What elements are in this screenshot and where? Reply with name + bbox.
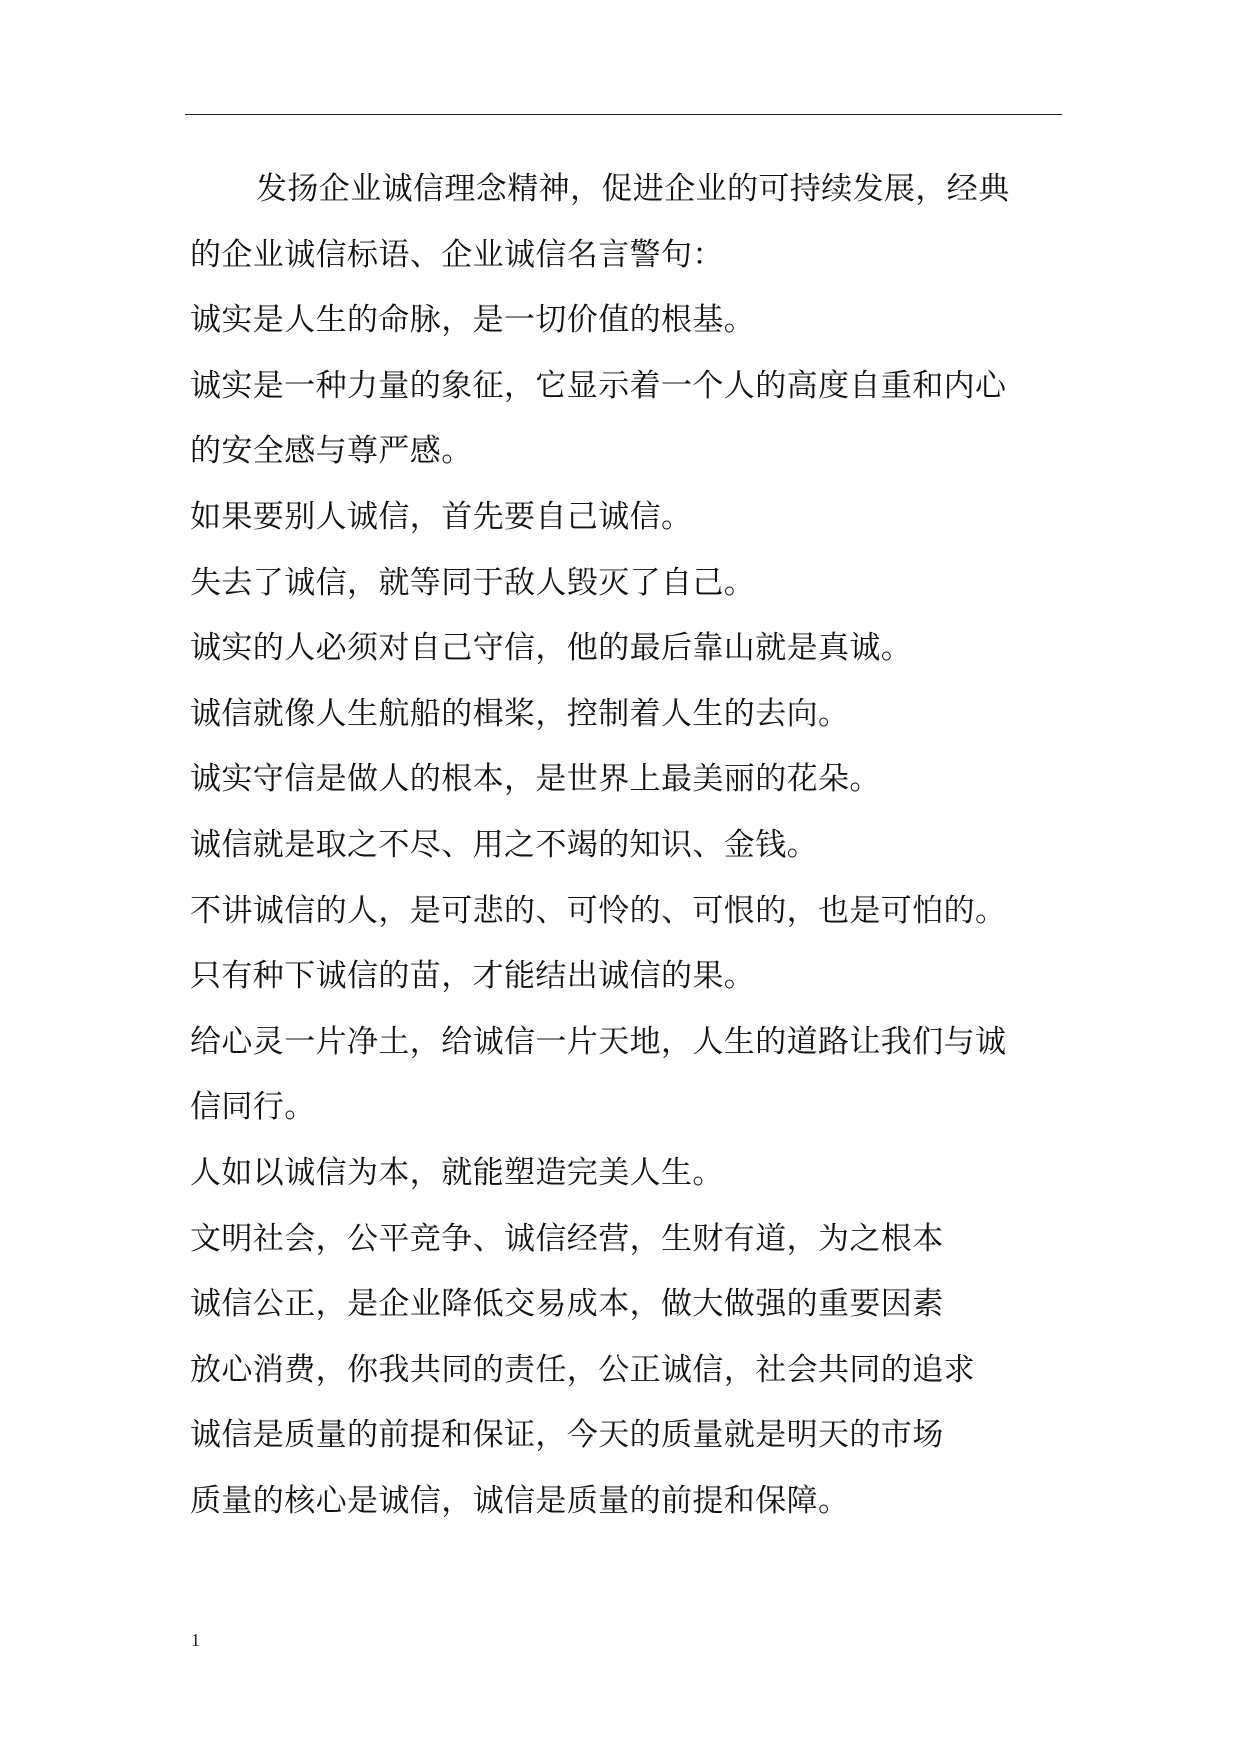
paragraph-line: 发扬企业诚信理念精神，促进企业的可持续发展，经典 [256, 171, 1010, 207]
quote-line: 诚实是人生的命脉，是一切价值的根基。 [190, 302, 756, 339]
quote-line: 人如以诚信为本，就能塑造完美人生。 [190, 1154, 724, 1191]
quote-line: 信同行。 [190, 1089, 316, 1126]
quote-line: 质量的核心是诚信，诚信是质量的前提和保障。 [190, 1482, 850, 1519]
quote-line: 的安全感与尊严感。 [190, 433, 473, 470]
quote-line: 诚实守信是做人的根本，是世界上最美丽的花朵。 [190, 761, 881, 798]
quote-line: 诚信是质量的前提和保证，今天的质量就是明天的市场 [190, 1417, 944, 1454]
quote-line: 诚信就像人生航船的楫桨，控制着人生的去向。 [190, 695, 850, 732]
quote-line: 诚实是一种力量的象征，它显示着一个人的高度自重和内心 [190, 367, 1007, 404]
quote-line: 失去了诚信，就等同于敌人毁灭了自己。 [190, 564, 756, 601]
quote-line: 诚信公正，是企业降低交易成本，做大做强的重要因素 [190, 1286, 944, 1323]
quote-line: 诚实的人必须对自己守信，他的最后靠山就是真诚。 [190, 630, 913, 667]
quote-line: 不讲诚信的人，是可悲的、可怜的、可恨的，也是可怕的。 [190, 892, 1007, 929]
page-number: 1 [191, 1630, 200, 1650]
quote-line: 如果要别人诚信，首先要自己诚信。 [190, 498, 693, 535]
header-rule [185, 114, 1062, 115]
quote-line: 放心消费，你我共同的责任，公正诚信，社会共同的追求 [190, 1351, 975, 1388]
document-body [190, 157, 1070, 1534]
quote-line: 只有种下诚信的苗，才能结出诚信的果。 [190, 958, 756, 995]
quote-line: 诚信就是取之不尽、用之不竭的知识、金钱。 [190, 826, 818, 863]
quote-line: 给心灵一片净土，给诚信一片天地，人生的道路让我们与诚 [190, 1023, 1007, 1060]
quote-line: 文明社会，公平竞争、诚信经营，生财有道，为之根本 [190, 1220, 944, 1257]
paragraph-line: 的企业诚信标语、企业诚信名言警句： [190, 236, 724, 273]
